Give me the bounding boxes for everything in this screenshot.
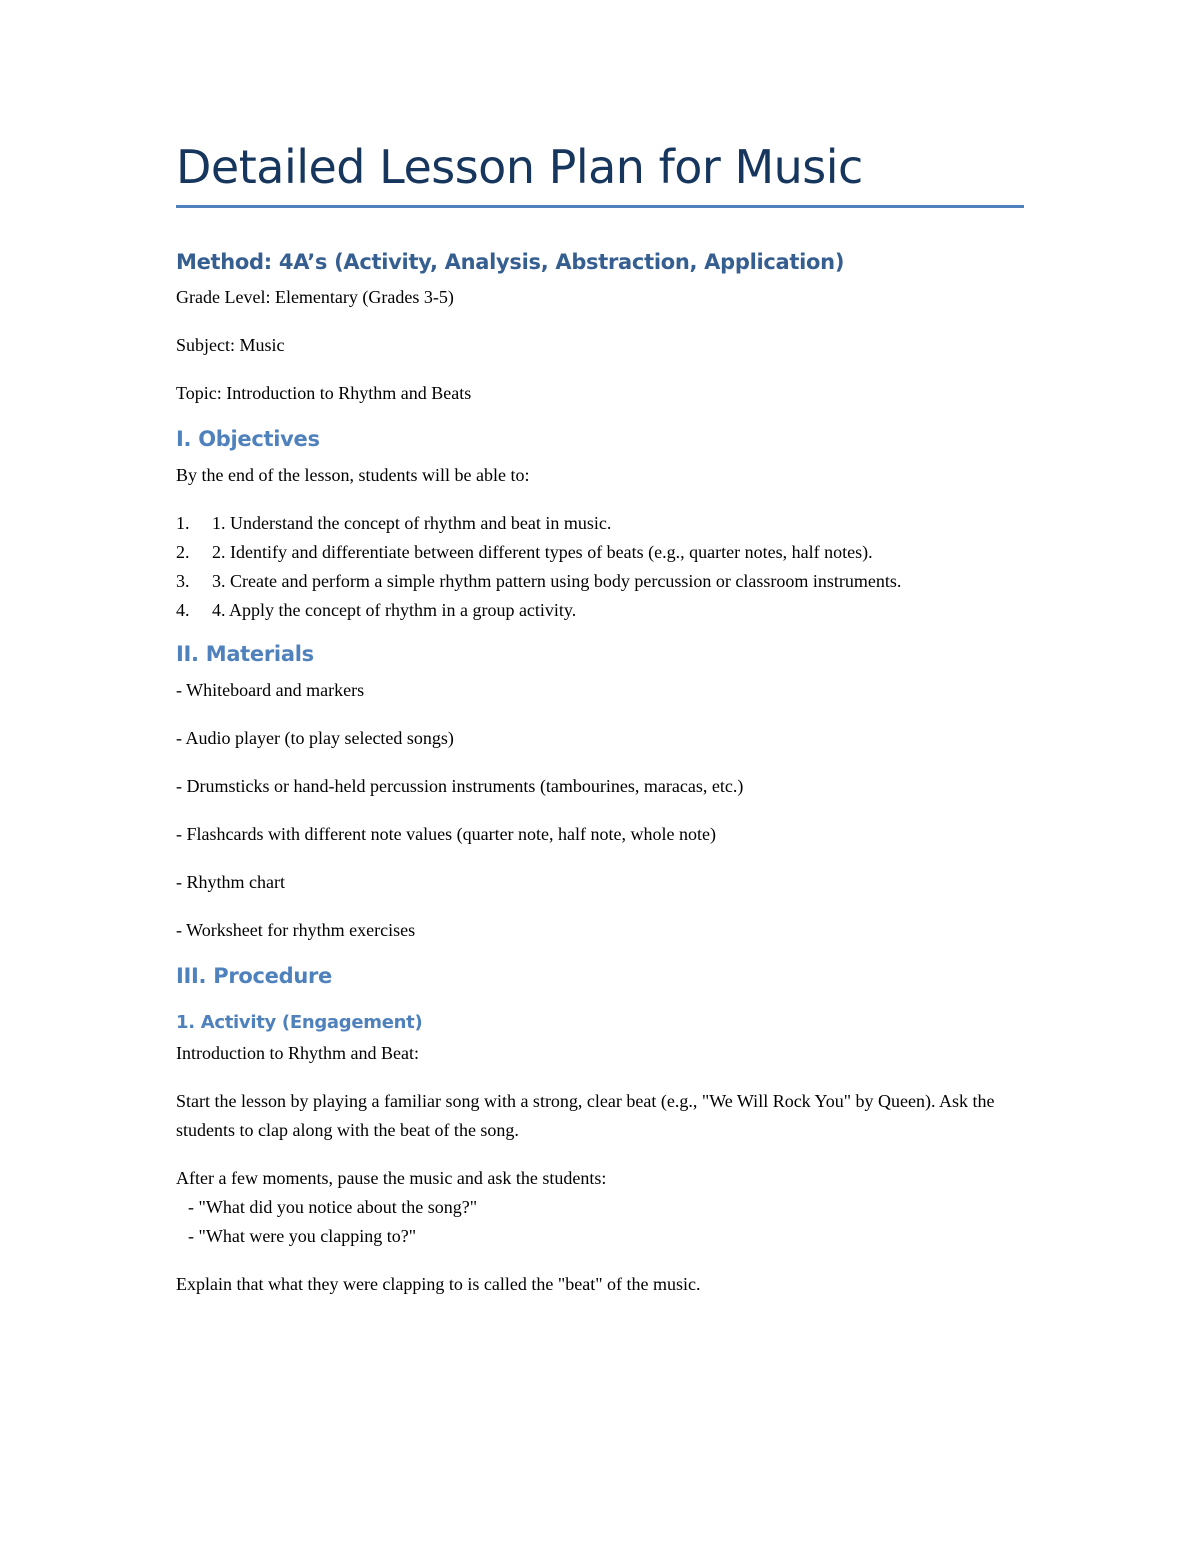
list-item-text: 2. Identify and differentiate between different types of beats (e.g., quarter notes, half notes). [212,542,873,563]
list-number: 3. [176,571,190,592]
material-item: - Drumsticks or hand-held percussion instruments (tambourines, maracas, etc.) [176,776,744,797]
list-item-text: 4. Apply the concept of rhythm in a group activity. [212,600,577,621]
objectives-heading: I. Objectives [176,427,320,452]
objectives-list [176,509,1024,625]
objectives-intro: By the end of the lesson, students will be able to: [176,465,530,486]
question-item: - "What did you notice about the song?" [188,1197,478,1218]
activity-paragraph: Explain that what they were clapping to is called the "beat" of the music. [176,1274,701,1295]
list-item-text: 3. Create and perform a simple rhythm pattern using body percussion or classroom instruments. [212,571,902,592]
list-number: 4. [176,600,190,621]
document-body [176,140,1024,1318]
list-item [176,538,1024,567]
procedure-heading: III. Procedure [176,964,332,989]
activity-paragraph: After a few moments, pause the music and ask the students: [176,1168,607,1189]
list-item [176,509,1024,538]
material-item: - Audio player (to play selected songs) [176,728,454,749]
topic-text: Topic: Introduction to Rhythm and Beats [176,383,472,404]
activity-paragraph: Start the lesson by playing a familiar song with a strong, clear beat (e.g., "We Will Rock You" by Queen). Ask the students to clap along with the beat of the song. [176,1091,995,1141]
grade-level-text: Grade Level: Elementary (Grades 3-5) [176,287,454,308]
document-title: Detailed Lesson Plan for Music [176,140,863,194]
list-item [176,596,1024,625]
list-number: 1. [176,513,190,534]
material-item: - Worksheet for rhythm exercises [176,920,416,941]
activity-heading: 1. Activity (Engagement) [176,1012,423,1034]
material-item: - Rhythm chart [176,872,285,893]
material-item: - Flashcards with different note values (quarter note, half note, whole note) [176,824,716,845]
subject-text: Subject: Music [176,335,285,356]
activity-intro: Introduction to Rhythm and Beat: [176,1043,419,1064]
materials-heading: II. Materials [176,642,314,667]
question-list [176,1193,1024,1251]
title-underline [176,205,1024,208]
method-heading: Method: 4A’s (Activity, Analysis, Abstraction, Application) [176,250,845,275]
material-item: - Whiteboard and markers [176,680,365,701]
list-item-text: 1. Understand the concept of rhythm and beat in music. [212,513,612,534]
list-item [176,567,1024,596]
question-item: - "What were you clapping to?" [188,1226,417,1247]
list-number: 2. [176,542,190,563]
